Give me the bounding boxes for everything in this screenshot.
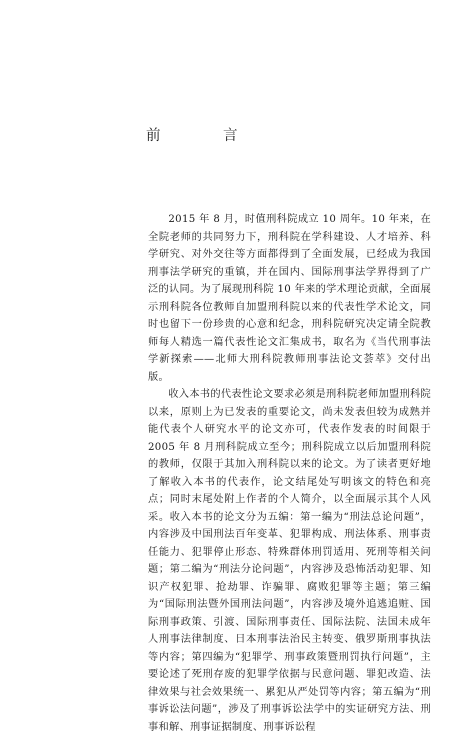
page-title: 前 言 [146,128,262,144]
paragraph: 2015 年 8 月，时值刑科院成立 10 周年。10 年来，在全院老师的共同努力下，刑科院在学科建设、人才培养、科学研究、对外交往等方面都得到了全面发展，已经成为我国刑事法学研究的重镇，并在国内、国际刑事法学界得到了广泛的认同。为了展现刑科院 10 年来的学术理论贡献，全面展示刑科院各位教师自加盟刑科院以来的代表性学术论文，同时也留下一份珍贵的心意和纪念，刑科院研究决定请全院教师每人精选一篇代表性论文汇集成书，取名为《当代刑事法学新探索——北师大刑科院教师刑事法论文荟萃》交付出版。 [148,214,431,383]
paragraph: 收入本书的代表性论文要求必须是刑科院老师加盟刑科院以来，原则上为已发表的重要论文，尚未发表但较为成熟并能代表个人研究水平的论文亦可，代表作发表的时间限于 2005 年 8 月刑科院成立至今；刑科院成立以后加盟刑科院的教师，仅限于其加入刑科院以来的论文。为了读者更好地了解收入本书的代表作，论文结尾处写明该文的特色和亮点；同时末尾处附上作者的个人简介，以全面展示其个人风采。收入本书的论文分为五编：第一编为“刑法总论问题”，内容涉及中国刑法百年变革、犯罪构成、刑法体系、刑事责任能力、犯罪停止形态、特殊群体刑罚适用、死刑等相关问题；第二编为“刑法分论问题”，内容涉及恐怖活动犯罪、知识产权犯罪、抢劫罪、诈骗罪、腐败犯罪等主题；第三编为“国际刑法暨外国刑法问题”，内容涉及境外追逃追赃、国际刑事政策、引渡、国际刑事责任、国际法院、法国未成年人刑事法律制度、日本刑事法治民主转变、俄罗斯刑事执法等内容；第四编为“犯罪学、刑事政策暨刑罚执行问题”，主要论述了死刑存废的犯罪学依据与民意问题、罪犯改造、法律效果与社会效果统一、累犯从严处罚等内容；第五编为“刑事诉讼法问题”，涉及了刑事诉讼法学中的实证研究方法、刑事和解、刑事证据制度、刑事诉讼程 [148,389,431,733]
body-text [148,211,431,736]
